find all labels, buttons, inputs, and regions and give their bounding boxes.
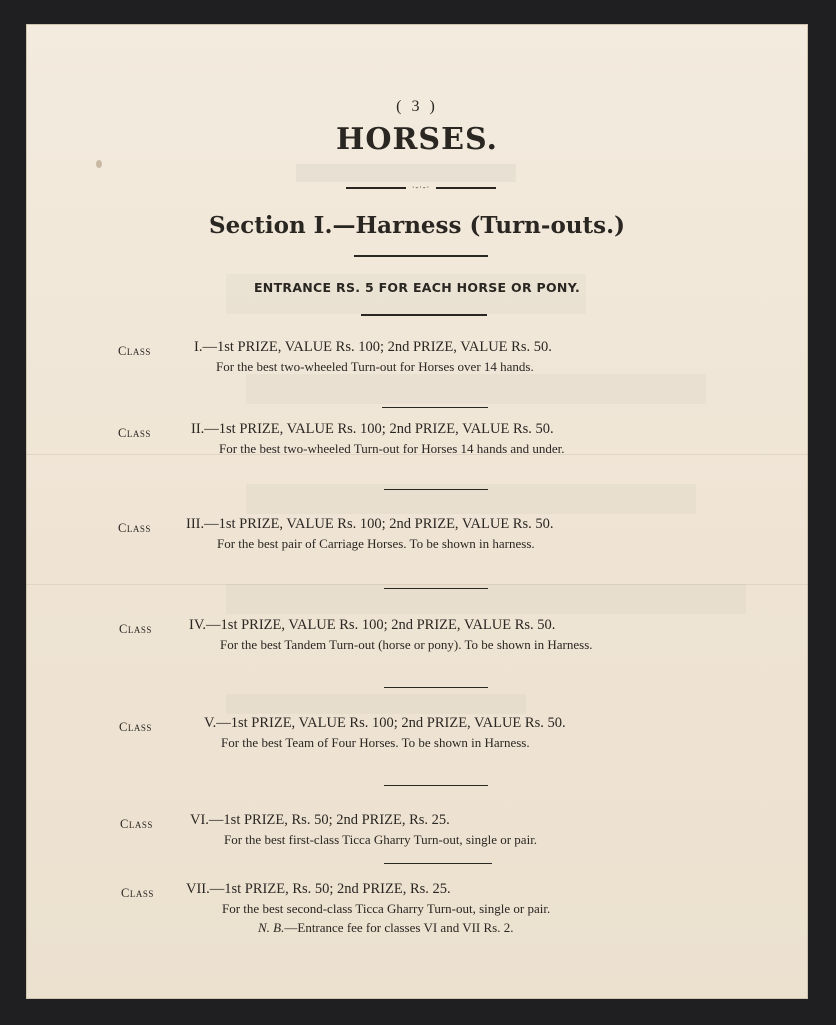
bleed-through-shading [226, 694, 526, 714]
class-label: Class [118, 426, 151, 440]
paper-fold-line [26, 584, 808, 585]
class-label: Class [121, 886, 154, 900]
bleed-through-shading [296, 164, 516, 182]
class-description: For the best Tandem Turn-out (horse or pony). To be shown in Harness. [220, 637, 593, 652]
class-prize: VI.—1st PRIZE, Rs. 50; 2nd PRIZE, Rs. 25. [190, 812, 450, 828]
footnote-abbreviation: N. B. [258, 920, 285, 935]
class-label: Class [118, 521, 151, 535]
bleed-through-shading [246, 374, 706, 404]
class-prize: III.—1st PRIZE, VALUE Rs. 100; 2nd PRIZE, VALUE Rs. 50. [186, 516, 554, 532]
divider [384, 863, 492, 864]
class-label: Class [119, 622, 152, 636]
class-prize: I.—1st PRIZE, VALUE Rs. 100; 2nd PRIZE, VALUE Rs. 50. [194, 339, 552, 355]
divider [354, 255, 488, 257]
class-prize: II.—1st PRIZE, VALUE Rs. 100; 2nd PRIZE, VALUE Rs. 50. [191, 421, 554, 437]
class-description: For the best second-class Ticca Gharry Turn-out, single or pair. [222, 901, 551, 916]
footnote-text: —Entrance fee for classes VI and VII Rs. 2. [284, 920, 514, 935]
title-ornament-divider: ·-·-· [346, 185, 496, 191]
divider [384, 489, 488, 490]
divider [361, 314, 487, 316]
class-prize: IV.—1st PRIZE, VALUE Rs. 100; 2nd PRIZE, VALUE Rs. 50. [189, 617, 556, 633]
class-description: For the best Team of Four Horses. To be shown in Harness. [221, 735, 530, 750]
page-title: HORSES. [336, 122, 498, 157]
class-label: Class [119, 720, 152, 734]
class-prize: V.—1st PRIZE, VALUE Rs. 100; 2nd PRIZE, VALUE Rs. 50. [204, 715, 566, 731]
divider [384, 687, 488, 688]
entrance-note: ENTRANCE RS. 5 FOR EACH HORSE OR PONY. [253, 280, 581, 295]
divider [382, 407, 488, 408]
section-title: Section I.—Harness (Turn-outs.) [209, 212, 625, 239]
class-description: For the best first-class Ticca Gharry Turn-out, single or pair. [224, 832, 538, 847]
divider [384, 785, 488, 786]
class-description: For the best two-wheeled Turn-out for Horses over 14 hands. [216, 359, 534, 374]
class-label: Class [120, 817, 153, 831]
class-description: For the best two-wheeled Turn-out for Horses 14 hands and under. [219, 441, 565, 456]
footnote [258, 920, 514, 936]
class-description: For the best pair of Carriage Horses. To be shown in harness. [217, 536, 535, 551]
class-prize: VII.—1st PRIZE, Rs. 50; 2nd PRIZE, Rs. 25. [186, 881, 451, 897]
class-label: Class [118, 344, 151, 358]
page-number: ( 3 ) [396, 98, 438, 115]
divider [384, 588, 488, 589]
punch-hole [96, 160, 102, 168]
document-page [26, 24, 808, 999]
